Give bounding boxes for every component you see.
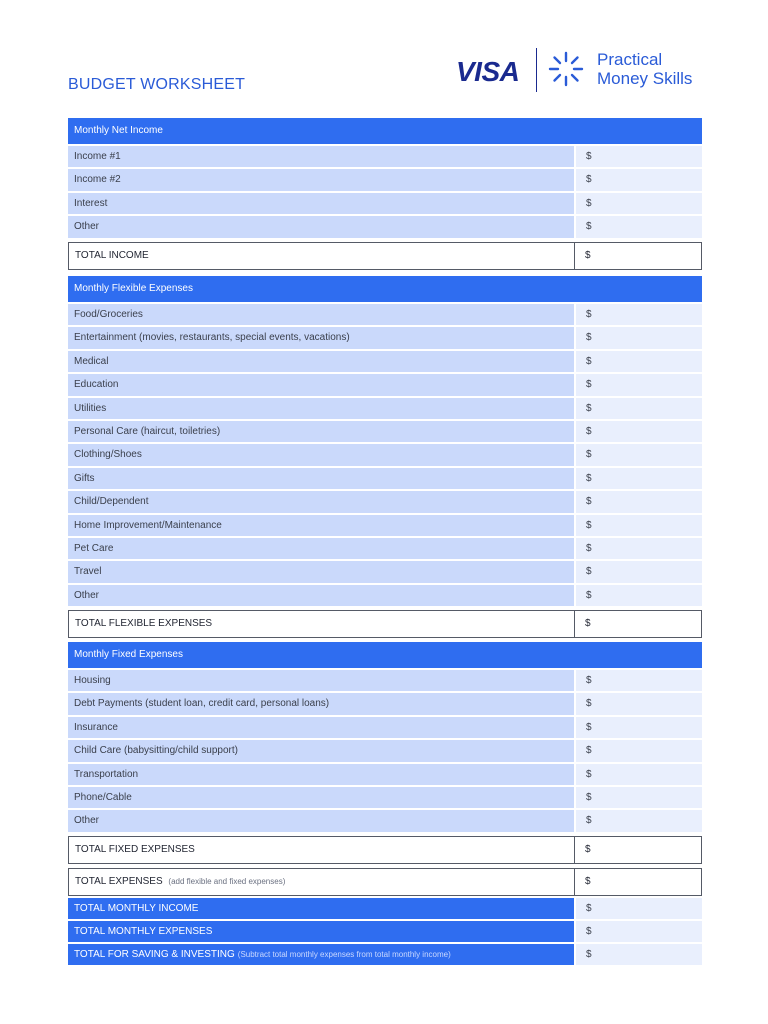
income-rows	[68, 144, 702, 238]
total-label: TOTAL INCOME	[69, 243, 575, 269]
logo-line-1: Practical	[597, 50, 663, 69]
starburst-icon	[546, 49, 586, 89]
line-item-row	[68, 536, 702, 559]
line-item-amount-field[interactable]: $	[576, 738, 702, 761]
line-item-label: Interest	[68, 191, 574, 214]
line-item-amount-field[interactable]: $	[576, 325, 702, 348]
line-item-amount-field[interactable]: $	[576, 785, 702, 808]
line-item-row	[68, 167, 702, 190]
line-item-label: Clothing/Shoes	[68, 442, 574, 465]
line-item-label: Other	[68, 214, 574, 237]
summary-label-text: TOTAL FOR SAVING & INVESTING	[74, 949, 235, 960]
total-expenses-text: TOTAL EXPENSES	[75, 875, 163, 887]
line-item-label: Pet Care	[68, 536, 574, 559]
summary-label	[68, 919, 574, 942]
line-item-amount-field[interactable]: $	[576, 715, 702, 738]
line-item-label: Personal Care (haircut, toiletries)	[68, 419, 574, 442]
line-item-amount-field[interactable]: $	[576, 559, 702, 582]
line-item-label: Phone/Cable	[68, 785, 574, 808]
line-item-label: Income #1	[68, 144, 574, 167]
line-item-row	[68, 214, 702, 237]
summary-label-text: TOTAL MONTHLY INCOME	[74, 903, 199, 914]
line-item-amount-field[interactable]: $	[576, 214, 702, 237]
line-item-amount-field[interactable]: $	[576, 691, 702, 714]
total-amount-field[interactable]: $	[585, 618, 591, 630]
total-label: TOTAL FIXED EXPENSES	[69, 837, 575, 863]
line-item-amount-field[interactable]: $	[576, 167, 702, 190]
line-item-amount-field[interactable]: $	[576, 191, 702, 214]
line-item-amount-field[interactable]: $	[576, 466, 702, 489]
line-item-label: Housing	[68, 668, 574, 691]
summary-note: (Subtract total monthly expenses from total monthly income)	[237, 950, 451, 959]
fixed-rows	[68, 668, 702, 832]
total-row	[68, 242, 702, 270]
line-item-label: Other	[68, 583, 574, 606]
income-section	[68, 118, 702, 270]
line-item-row	[68, 583, 702, 606]
line-item-amount-field[interactable]: $	[576, 442, 702, 465]
total-expenses-label	[69, 869, 575, 895]
summary-section	[68, 896, 702, 965]
logo-line-2: Money Skills	[597, 69, 693, 88]
line-item-row	[68, 302, 702, 325]
line-item-row	[68, 466, 702, 489]
line-item-amount-field[interactable]: $	[576, 513, 702, 536]
summary-label	[68, 942, 574, 965]
line-item-row	[68, 419, 702, 442]
flexible-expenses-section	[68, 276, 702, 638]
line-item-amount-field[interactable]: $	[576, 396, 702, 419]
summary-row	[68, 919, 702, 942]
line-item-row	[68, 191, 702, 214]
total-expenses-amount-field[interactable]: $	[585, 875, 591, 887]
summary-label-text: TOTAL MONTHLY EXPENSES	[74, 926, 213, 937]
line-item-amount-field[interactable]: $	[576, 762, 702, 785]
line-item-label: Debt Payments (student loan, credit card, personal loans)	[68, 691, 574, 714]
summary-row	[68, 942, 702, 965]
section-header: Monthly Fixed Expenses	[68, 642, 702, 668]
line-item-row	[68, 808, 702, 831]
summary-row	[68, 896, 702, 919]
line-item-label: Other	[68, 808, 574, 831]
line-item-label: Education	[68, 372, 574, 395]
section-header: Monthly Net Income	[68, 118, 702, 144]
line-item-row	[68, 785, 702, 808]
line-item-row	[68, 762, 702, 785]
line-item-amount-field[interactable]: $	[576, 808, 702, 831]
total-expenses-row	[68, 868, 702, 896]
total-amount-field[interactable]: $	[585, 249, 591, 261]
line-item-label: Child Care (babysitting/child support)	[68, 738, 574, 761]
line-item-amount-field[interactable]: $	[576, 583, 702, 606]
line-item-row	[68, 442, 702, 465]
line-item-row	[68, 559, 702, 582]
line-item-row	[68, 489, 702, 512]
line-item-label: Home Improvement/Maintenance	[68, 513, 574, 536]
line-item-amount-field[interactable]: $	[576, 536, 702, 559]
line-item-row	[68, 144, 702, 167]
line-item-amount-field[interactable]: $	[576, 144, 702, 167]
line-item-row	[68, 513, 702, 536]
line-item-label: Food/Groceries	[68, 302, 574, 325]
line-item-label: Income #2	[68, 167, 574, 190]
total-amount-field[interactable]: $	[585, 843, 591, 855]
line-item-amount-field[interactable]: $	[576, 372, 702, 395]
page-title: BUDGET WORKSHEET	[68, 76, 246, 93]
line-item-amount-field[interactable]: $	[576, 489, 702, 512]
section-header: Monthly Flexible Expenses	[68, 276, 702, 302]
line-item-amount-field[interactable]: $	[576, 302, 702, 325]
line-item-amount-field[interactable]: $	[576, 349, 702, 372]
line-item-row	[68, 715, 702, 738]
total-row	[68, 836, 702, 864]
logo-divider	[536, 48, 537, 92]
visa-logo: VISA	[456, 56, 520, 87]
summary-amount-field[interactable]: $	[576, 942, 702, 965]
line-item-row	[68, 738, 702, 761]
line-item-row	[68, 396, 702, 419]
practical-money-skills-text	[597, 50, 692, 88]
line-item-amount-field[interactable]: $	[576, 419, 702, 442]
line-item-amount-field[interactable]: $	[576, 668, 702, 691]
line-item-label: Travel	[68, 559, 574, 582]
total-expenses-note: (add flexible and fixed expenses)	[168, 876, 286, 886]
visa-practical-money-skills-logo	[456, 46, 706, 94]
summary-label	[68, 896, 574, 919]
line-item-label: Gifts	[68, 466, 574, 489]
total-label: TOTAL FLEXIBLE EXPENSES	[69, 611, 575, 637]
line-item-row	[68, 325, 702, 348]
line-item-label: Child/Dependent	[68, 489, 574, 512]
line-item-label: Transportation	[68, 762, 574, 785]
line-item-row	[68, 691, 702, 714]
line-item-row	[68, 349, 702, 372]
fixed-expenses-section	[68, 642, 702, 896]
line-item-row	[68, 372, 702, 395]
line-item-label: Utilities	[68, 396, 574, 419]
total-row	[68, 610, 702, 638]
line-item-label: Medical	[68, 349, 574, 372]
line-item-label: Insurance	[68, 715, 574, 738]
line-item-row	[68, 668, 702, 691]
summary-amount-field[interactable]: $	[576, 896, 702, 919]
flexible-rows	[68, 302, 702, 606]
line-item-label: Entertainment (movies, restaurants, special events, vacations)	[68, 325, 574, 348]
summary-amount-field[interactable]: $	[576, 919, 702, 942]
